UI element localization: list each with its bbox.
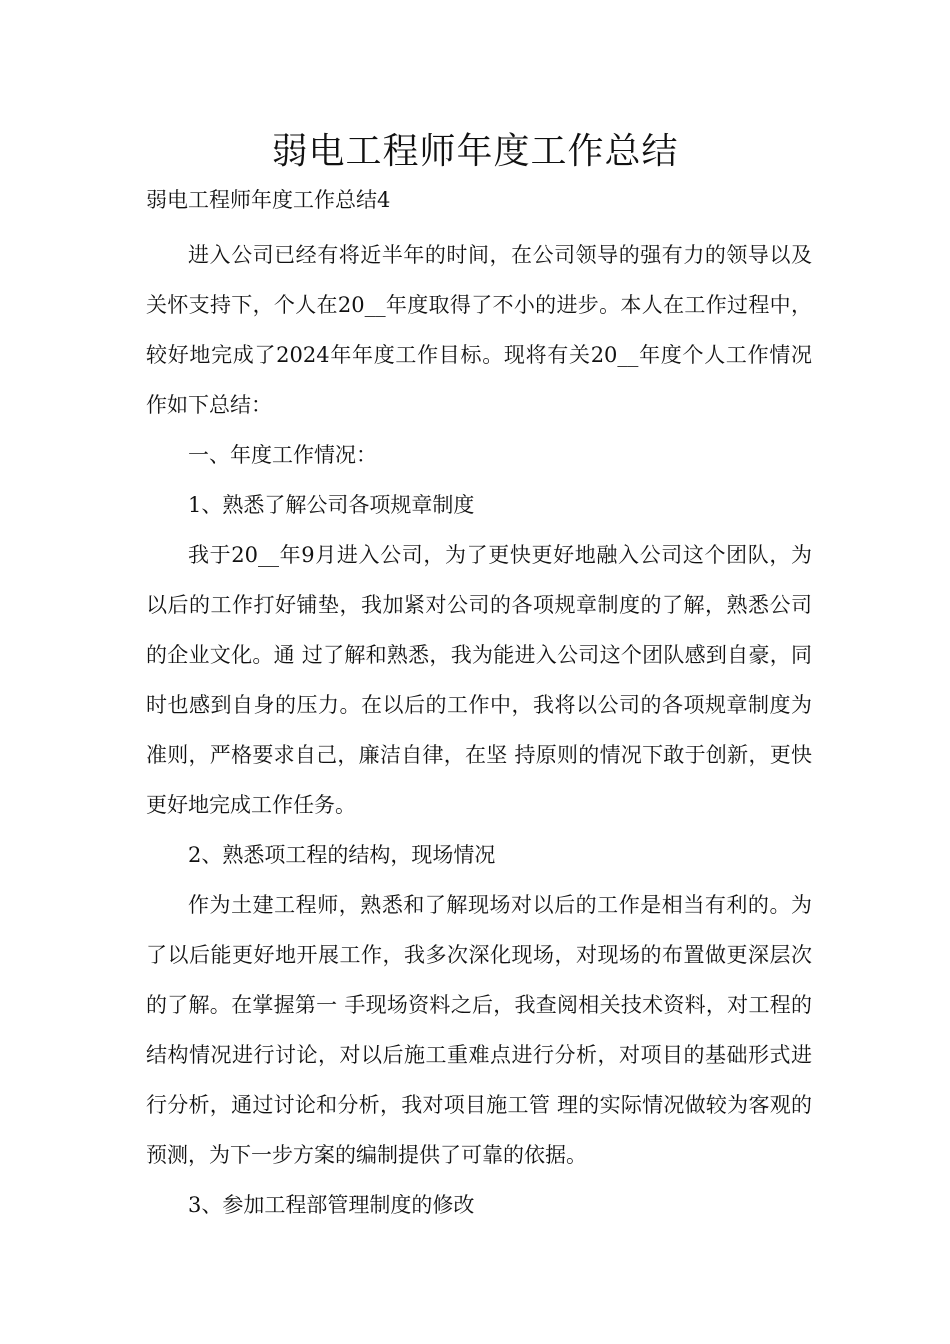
document-subtitle: 弱电工程师年度工作总结4 [146,188,391,212]
paragraph-rules: 我于20__年9月进入公司，为了更快更好地融入公司这个团队，为以后的工作打好铺垫，我加紧对公司的各项规章制度的了解，熟悉公司的企业文化。通 过了解和熟悉，我为能进入公司这个团队感到自豪，同时也感到自身的压力。在以后的工作中，我将以公司的各项规章制度为准则，严格要求自己，廉洁自律，在坚 持原则的情况下敢于创新，更快更好地完成工作任务。 [146,543,812,817]
subheading-1: 1、熟悉了解公司各项规章制度 [188,493,475,517]
subheading-3: 3、参加工程部管理制度的修改 [188,1193,475,1217]
subheading-2: 2、熟悉项工程的结构，现场情况 [188,843,496,867]
paragraph-site: 作为土建工程师，熟悉和了解现场对以后的工作是相当有利的。为了以后能更好地开展工作，我多次深化现场，对现场的布置做更深层次的了解。在掌握第一 手现场资料之后，我查阅相关技术资料，对工程的结构情况进行讨论，对以后施工重难点进行分析，对项目的基础形式进行分析，通过讨论和分析，我对项目施工管 理的实际情况做较为客观的预测，为下一步方案的编制提供了可靠的依据。 [146,893,812,1167]
document-title: 弱电工程师年度工作总结 [271,131,679,172]
paragraph-intro: 进入公司已经有将近半年的时间，在公司领导的强有力的领导以及关怀支持下，个人在20__年度取得了不小的进步。本人在工作过程中，较好地完成了2024年年度工作目标。现将有关20__年度个人工作情况作如下总结： [146,243,812,417]
document-body [146,230,812,1230]
section-heading-annual-work: 一、年度工作情况： [188,443,377,467]
